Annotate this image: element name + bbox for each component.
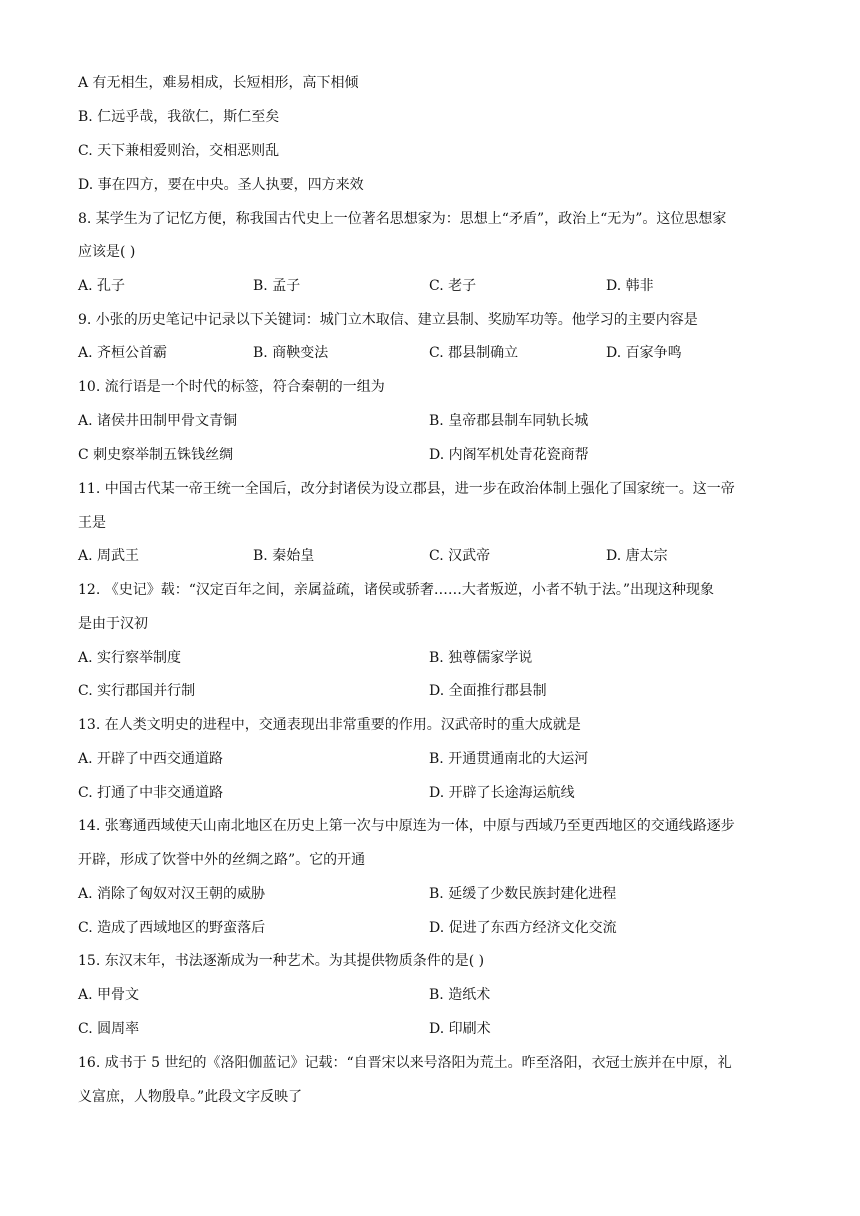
q13-option-c: C. 打通了中非交通道路 [78,785,224,801]
q10-option-d: D. 内阁军机处青花瓷商帮 [429,447,589,463]
q13-stem: 13. 在人类文明史的进程中，交通表现出非常重要的作用。汉武帝时的重大成就是 [78,717,581,733]
q10-option-b: B. 皇帝郡县制车同轨长城 [429,413,589,429]
q14-option-a: A. 消除了匈奴对汉王朝的威胁 [78,886,266,902]
q7-option-a: A 有无相生，难易相成，长短相形，高下相倾 [78,75,359,91]
q15-stem: 15. 东汉末年，书法逐渐成为一种艺术。为其提供物质条件的是( ) [78,953,485,969]
q9-option-c: C. 郡县制确立 [429,345,519,361]
q8-option-c: C. 老子 [429,278,477,294]
q8-stem-line2: 应该是( ) [78,244,136,260]
q7-option-b: B. 仁远乎哉，我欲仁，斯仁至矣 [78,109,280,125]
q11-option-b: B. 秦始皇 [253,548,315,564]
q10-stem: 10. 流行语是一个时代的标签，符合秦朝的一组为 [78,379,385,395]
q12-option-b: B. 独尊儒家学说 [429,650,533,666]
q9-option-a: A. 齐桓公首霸 [78,345,168,361]
q9-option-d: D. 百家争鸣 [606,345,682,361]
q14-stem-line2: 开辟，形成了饮誉中外的丝绸之路”。它的开通 [78,852,366,868]
q7-option-d: D. 事在四方，要在中央。圣人执要，四方来效 [78,177,364,193]
q13-option-a: A. 开辟了中西交通道路 [78,751,224,767]
q14-option-b: B. 延缓了少数民族封建化进程 [429,886,617,902]
q8-option-b: B. 孟子 [253,278,301,294]
q11-stem-line1: 11. 中国古代某一帝王统一全国后，改分封诸侯为设立郡县，进一步在政治体制上强化了国家统一。这一帝 [78,481,735,497]
q12-option-a: A. 实行察举制度 [78,650,182,666]
q12-stem-line2: 是由于汉初 [78,616,148,632]
q16-stem-line2: 义富庶，人物殷阜。”此段文字反映了 [78,1089,303,1105]
q15-option-c: C. 圆周率 [78,1021,140,1037]
q11-option-c: C. 汉武帝 [429,548,491,564]
q10-option-c: C 刺史察举制五铢钱丝绸 [78,447,234,463]
q13-option-d: D. 开辟了长途海运航线 [429,785,575,801]
q9-option-b: B. 商鞅变法 [253,345,329,361]
q14-option-d: D. 促进了东西方经济文化交流 [429,920,617,936]
q14-stem-line1: 14. 张骞通西域使天山南北地区在历史上第一次与中原连为一体，中原与西域乃至更西地区的交通线路逐步 [78,818,735,834]
q15-option-d: D. 印刷术 [429,1021,491,1037]
q12-option-c: C. 实行郡国并行制 [78,683,196,699]
q14-option-c: C. 造成了西域地区的野蛮落后 [78,920,266,936]
q13-option-b: B. 开通贯通南北的大运河 [429,751,589,767]
q8-option-d: D. 韩非 [606,278,654,294]
q8-stem-line1: 8. 某学生为了记忆方便，称我国古代史上一位著名思想家为：思想上“矛盾”，政治上“无为”。这位思想家 [78,211,727,227]
q16-stem-line1: 16. 成书于 5 世纪的《洛阳伽蓝记》记载：“自晋宋以来号洛阳为荒土。昨至洛阳，衣冠士族并在中原，礼 [78,1055,732,1071]
q15-option-b: B. 造纸术 [429,987,491,1003]
q10-option-a: A. 诸侯井田制甲骨文青铜 [78,413,238,429]
q7-option-c: C. 天下兼相爱则治，交相恶则乱 [78,143,280,159]
q12-option-d: D. 全面推行郡县制 [429,683,547,699]
q11-option-a: A. 周武王 [78,548,140,564]
q11-stem-line2: 王是 [78,515,106,531]
q12-stem-line1: 12. 《史记》载：“汉定百年之间，亲属益疏，诸侯或骄奢……大者叛逆，小者不轨于法。”出现这种现象 [78,582,715,598]
q8-option-a: A. 孔子 [78,278,126,294]
q15-option-a: A. 甲骨文 [78,987,140,1003]
q11-option-d: D. 唐太宗 [606,548,668,564]
q9-stem: 9. 小张的历史笔记中记录以下关键词：城门立木取信、建立县制、奖励军功等。他学习的主要内容是 [78,312,698,328]
